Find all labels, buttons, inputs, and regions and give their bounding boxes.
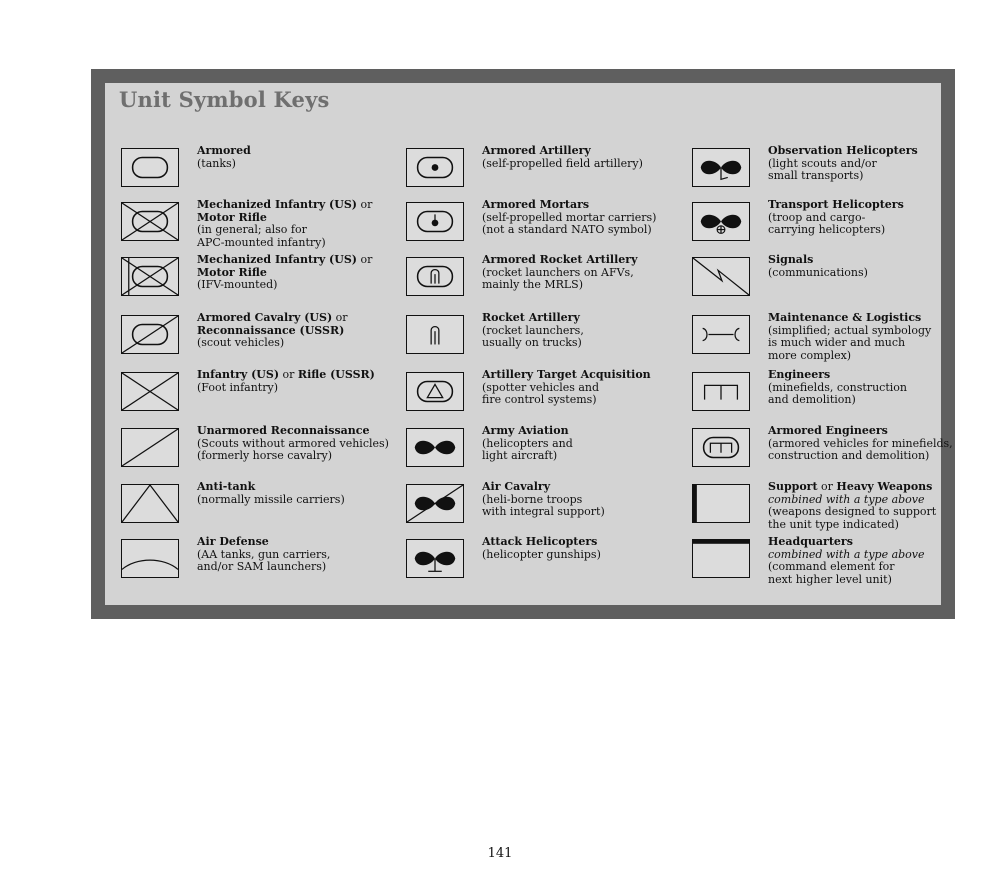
symbol-key-line xyxy=(197,279,397,292)
key-label: Air Defense xyxy=(197,535,269,548)
key-description: (Foot infantry) xyxy=(197,380,278,394)
key-label: Infantry (US) xyxy=(197,368,280,381)
symbol-key-text xyxy=(197,369,397,394)
page-number: 141 xyxy=(487,846,513,861)
symbol-key-text xyxy=(482,481,682,519)
key-label: Artillery Target Acquisition xyxy=(482,368,651,381)
key-label: Anti-tank xyxy=(197,480,256,493)
key-label: Maintenance & Logistics xyxy=(768,311,922,324)
key-description: or xyxy=(332,311,348,324)
key-label: Mechanized Infantry (US) xyxy=(197,198,357,211)
key-description: (tanks) xyxy=(197,156,236,170)
symbol-key-line xyxy=(197,158,397,171)
key-label: Support xyxy=(768,480,818,493)
key-description: next higher level unit) xyxy=(768,572,892,586)
key-description: (spotter vehicles and xyxy=(482,380,600,394)
symbol-key-text xyxy=(768,145,968,183)
symbol-key-text xyxy=(768,199,968,237)
symbol-key-text xyxy=(197,481,397,506)
symbol-key-line xyxy=(482,337,682,350)
symbol-key-panel xyxy=(105,83,953,605)
key-description: (helicopters and xyxy=(482,436,573,450)
key-description: (normally missile carriers) xyxy=(197,492,345,506)
key-description: combined with a type above xyxy=(768,547,925,561)
symbol-key-line xyxy=(482,158,682,171)
symbol-key-line xyxy=(482,279,682,292)
key-label: Engineers xyxy=(768,368,831,381)
symbol-key-text xyxy=(197,536,397,574)
symbol-key-text xyxy=(197,312,397,350)
key-label: Armored Cavalry (US) xyxy=(197,311,333,324)
armored-icon xyxy=(121,148,179,187)
key-description: construction and demolition) xyxy=(768,449,930,463)
key-label: Armored Rocket Artillery xyxy=(482,253,638,266)
key-label: Army Aviation xyxy=(482,424,569,437)
symbol-key-text xyxy=(482,199,682,237)
key-description: or xyxy=(356,253,373,266)
key-description: and/or SAM launchers) xyxy=(197,560,327,574)
page-title: Unit Symbol Keys xyxy=(119,87,330,112)
support-heavy-weapons-icon xyxy=(692,484,750,523)
key-description: (IFV-mounted) xyxy=(197,278,278,292)
key-description: small transports) xyxy=(768,169,864,183)
key-description: combined with a type above xyxy=(768,492,925,506)
engineers-icon xyxy=(692,372,750,411)
key-label: Motor Rifle xyxy=(197,265,267,279)
key-description: and demolition) xyxy=(768,393,856,407)
symbol-key-text xyxy=(482,536,682,561)
symbol-key-text xyxy=(768,312,968,362)
symbol-key-text xyxy=(768,481,968,531)
infantry-icon xyxy=(121,372,179,411)
armored-cavalry-icon xyxy=(121,315,179,354)
symbol-key-line xyxy=(768,224,968,237)
symbol-key-line xyxy=(768,574,968,587)
armored-rocket-artillery-icon xyxy=(406,257,464,296)
key-label: Armored Artillery xyxy=(482,144,591,157)
symbol-key-line xyxy=(768,394,968,407)
key-description: or xyxy=(279,368,298,381)
key-label: Signals xyxy=(768,253,814,266)
key-label: Transport Helicopters xyxy=(768,198,904,211)
transport-helicopters-icon xyxy=(692,202,750,241)
key-label: Armored Mortars xyxy=(482,198,590,211)
key-description: (heli-borne troops xyxy=(482,492,583,506)
key-label: Motor Rifle xyxy=(197,210,267,224)
symbol-key-text xyxy=(482,145,682,170)
key-description: APC-mounted infantry) xyxy=(197,235,326,249)
symbol-key-text xyxy=(768,369,968,407)
symbol-key-line xyxy=(197,494,397,507)
key-label: Mechanized Infantry (US) xyxy=(197,253,357,266)
symbol-key-text xyxy=(197,199,397,249)
symbol-key-text xyxy=(197,145,397,170)
key-description: usually on trucks) xyxy=(482,336,582,350)
symbol-key-line xyxy=(482,224,682,237)
key-description: more complex) xyxy=(768,348,852,362)
symbol-key-line xyxy=(768,450,968,463)
anti-tank-icon xyxy=(121,484,179,523)
symbol-key-line xyxy=(197,561,397,574)
key-description: (in general; also for xyxy=(197,223,307,237)
mech-infantry-ifv-icon xyxy=(121,257,179,296)
rocket-artillery-icon xyxy=(406,315,464,354)
key-description: (armored vehicles for minefields, xyxy=(768,436,953,450)
key-description: (not a standard NATO symbol) xyxy=(482,223,652,237)
symbol-key-line xyxy=(197,382,397,395)
attack-helicopters-icon xyxy=(406,539,464,578)
key-description: (troop and cargo- xyxy=(768,210,866,224)
symbol-key-line xyxy=(482,549,682,562)
key-description: the unit type indicated) xyxy=(768,517,899,531)
key-label: Heavy Weapons xyxy=(836,480,933,493)
symbol-key-line xyxy=(482,394,682,407)
key-description: is much wider and much xyxy=(768,336,906,350)
symbol-key-text xyxy=(482,254,682,292)
key-description: with integral support) xyxy=(482,505,605,519)
key-label: Reconnaissance (USSR) xyxy=(197,323,345,337)
key-description: or xyxy=(817,480,837,493)
armored-engineers-icon xyxy=(692,428,750,467)
key-description: (command element for xyxy=(768,560,895,574)
symbol-key-line xyxy=(197,237,397,250)
signals-icon xyxy=(692,257,750,296)
symbol-key-line xyxy=(197,337,397,350)
key-description: fire control systems) xyxy=(482,393,597,407)
key-label: Armored xyxy=(197,144,251,157)
key-description: (rocket launchers on AFVs, xyxy=(482,265,634,279)
symbol-key-line xyxy=(482,506,682,519)
symbol-key-text xyxy=(197,254,397,292)
key-description: (helicopter gunships) xyxy=(482,547,601,561)
symbol-key-text xyxy=(482,312,682,350)
artillery-target-acquisition-icon xyxy=(406,372,464,411)
key-label: Air Cavalry xyxy=(482,480,551,493)
symbol-key-line xyxy=(768,267,968,280)
key-description: (formerly horse cavalry) xyxy=(197,449,333,463)
armored-artillery-icon xyxy=(406,148,464,187)
symbol-key-frame xyxy=(91,69,955,619)
maintenance-logistics-icon xyxy=(692,315,750,354)
mech-infantry-icon xyxy=(121,202,179,241)
army-aviation-icon xyxy=(406,428,464,467)
observation-helicopters-icon xyxy=(692,148,750,187)
key-label: Observation Helicopters xyxy=(768,144,918,157)
symbol-key-text xyxy=(197,425,397,463)
key-description: (weapons designed to support xyxy=(768,505,937,519)
symbol-key-line xyxy=(482,450,682,463)
symbol-key-line xyxy=(768,350,968,363)
headquarters-icon xyxy=(692,539,750,578)
key-label: Attack Helicopters xyxy=(482,535,598,548)
key-label: Unarmored Reconnaissance xyxy=(197,424,370,437)
key-description: (light scouts and/or xyxy=(768,156,877,170)
key-description: mainly the MRLS) xyxy=(482,278,584,292)
key-description: (minefields, construction xyxy=(768,380,907,394)
armored-mortars-icon xyxy=(406,202,464,241)
unarmored-recon-icon xyxy=(121,428,179,467)
symbol-key-text xyxy=(482,425,682,463)
symbol-key-text xyxy=(768,536,968,586)
symbol-key-line xyxy=(768,170,968,183)
key-description: (Scouts without armored vehicles) xyxy=(197,436,389,450)
key-description: carrying helicopters) xyxy=(768,223,886,237)
key-label: Headquarters xyxy=(768,535,853,548)
symbol-key-text xyxy=(768,425,968,463)
key-description: (self-propelled mortar carriers) xyxy=(482,210,657,224)
key-description: light aircraft) xyxy=(482,449,558,463)
symbol-key-text xyxy=(482,369,682,407)
key-label: Rocket Artillery xyxy=(482,311,580,324)
key-description: (scout vehicles) xyxy=(197,336,285,350)
key-description: (rocket launchers, xyxy=(482,323,584,337)
key-description: (communications) xyxy=(768,265,868,279)
key-label: Rifle (USSR) xyxy=(297,368,375,381)
symbol-key-text xyxy=(768,254,968,279)
key-description: (AA tanks, gun carriers, xyxy=(197,547,331,561)
key-label: Armored Engineers xyxy=(768,424,888,437)
symbol-key-line xyxy=(197,450,397,463)
air-cavalry-icon xyxy=(406,484,464,523)
symbol-key-line xyxy=(768,519,968,532)
air-defense-icon xyxy=(121,539,179,578)
key-description: (simplified; actual symbology xyxy=(768,323,932,337)
key-description: (self-propelled field artillery) xyxy=(482,156,643,170)
key-description: or xyxy=(356,198,373,211)
